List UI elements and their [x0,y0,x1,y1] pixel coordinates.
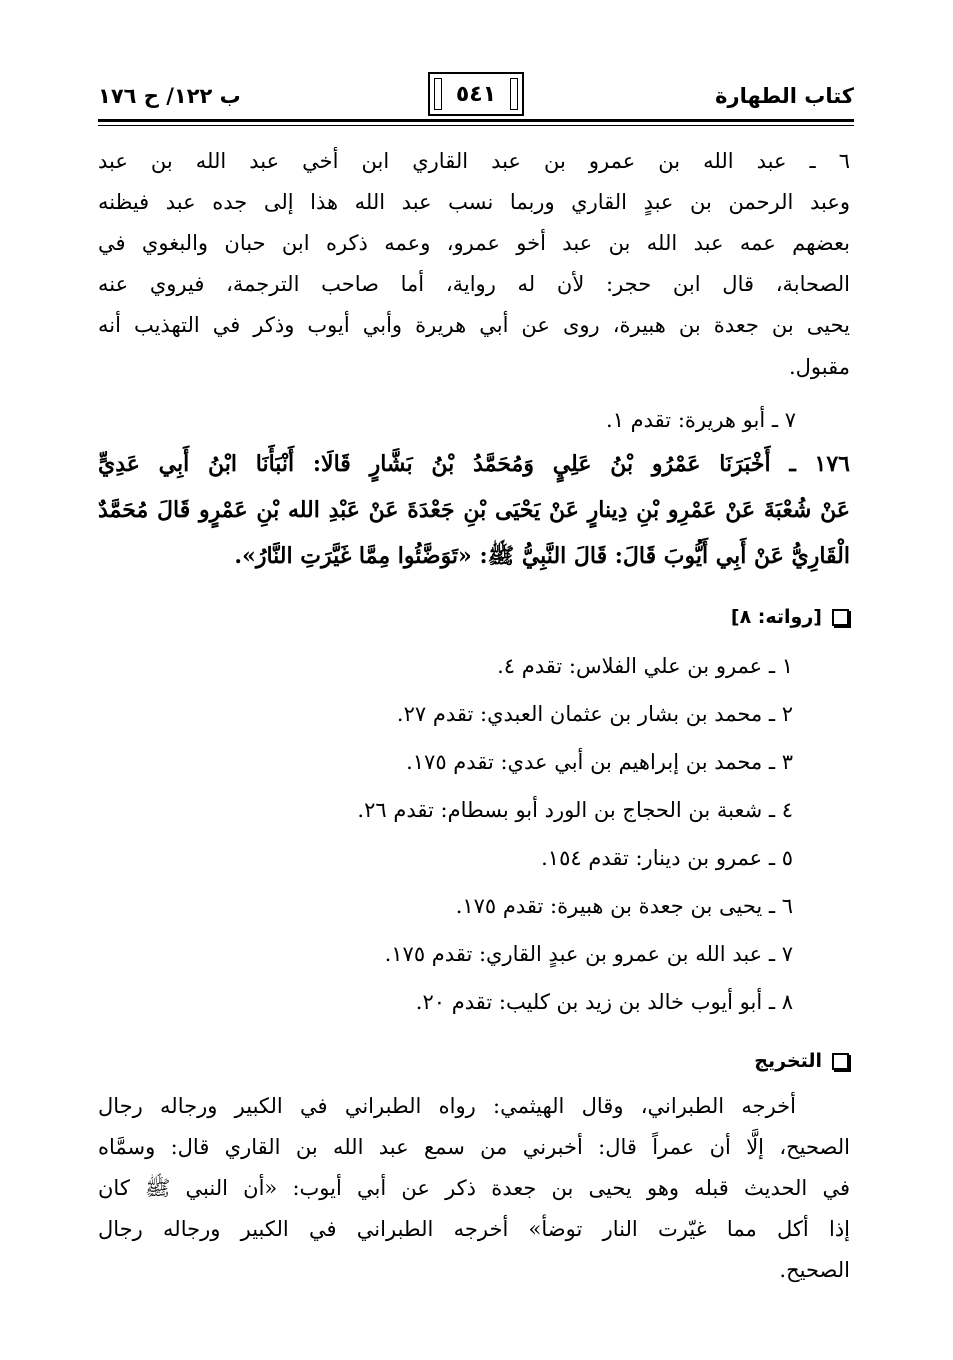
square-bullet-icon [832,1053,849,1070]
narrators-heading-text: [رواته: ٨] [730,606,822,628]
takhrij-heading [754,1050,849,1072]
narrator-item-8: ٨ ـ أبو أيوب خالد بن زيد بن كليب: تقدم ٢٠. [415,990,793,1014]
narrator-item-2: ٢ ـ محمد بن بشار بن عثمان العبدي: تقدم ٢٧. [396,702,793,726]
hadith-line-3: الْقَارِيُّ عَنْ أَبِي أَيُّوبَ قَالَ: قَالَ النَّبِيُّ ﷺ: «تَوَضَّئُوا مِمَّا غَيَّرَتِ النَّارُ». [234,543,850,569]
intro-line-5: يحيى بن جعدة بن هبيرة، روى عن أبي هريرة وأبي أيوب وذكر في التهذيب أنه [98,313,850,337]
page-number: ٥٤١ [455,81,497,107]
narrator-item-1: ١ ـ عمرو بن علي الفلاس: تقدم ٤. [497,654,793,678]
running-header [98,70,854,120]
page-number-frame [428,72,524,116]
narrator-item-4: ٤ ـ شعبة بن الحجاج بن الورد أبو بسطام: تقدم ٢٦. [357,798,793,822]
narrator-item-5: ٥ ـ عمرو بن دينار: تقدم ١٥٤. [541,846,793,870]
hadith-line-2: عَنْ شُعْبَةَ عَنْ عَمْرِو بْنِ دِينارٍ عَنْ يَحْيَى بْنِ جَعْدَةَ عَنْ عَبْدِ الله بْنِ عَمْرٍو قَالَ مُحَمَّدٌ [98,497,850,523]
takhrij-line-3: في الحديث قبله وهو يحيى بن جعدة ذكر عن أبي أيوب: «أن النبي ﷺ كان [98,1176,850,1200]
takhrij-heading-text: التخريج [754,1050,822,1072]
intro-line-6: مقبول. [789,355,850,379]
narrator-item-6: ٦ ـ يحيى بن جعدة بن هبيرة: تقدم ١٧٥. [455,894,793,918]
intro-line-2: وعبد الرحمن بن عبدٍ القاري وربما نسب عبد الله هذا إلى جده عبد فيظنه [98,190,850,214]
intro-line-1: ٦ ـ عبد الله بن عمرو بن عبد القاري ابن أخي عبد الله بن عبد [98,149,850,173]
chapter-reference: ب ١٢٢/ ح ١٧٦ [98,84,241,108]
takhrij-line-1: أخرجه الطبراني، وقال الهيثمي: رواه الطبراني في الكبير ورجاله رجال [98,1094,796,1118]
book-title: كتاب الطهارة [715,84,854,108]
intro-line-3: بعضهم عمه عبد الله بن عبد أخو عمرو، وعمه ذكره ابن حبان والبغوي في [98,231,850,255]
takhrij-line-4: إذا أكل مما غيّرت النار توضأ» أخرجه الطبراني في الكبير ورجاله رجال [98,1217,850,1241]
narrator-item-3: ٣ ـ محمد بن إبراهيم بن أبي عدي: تقدم ١٧٥. [406,750,793,774]
header-rule-thick [98,119,854,122]
item-7-abu-hurayra: ٧ ـ أبو هريرة: تقدم ١. [606,408,796,432]
takhrij-line-2: الصحيح، إلَّا أن عمراً قال: أخبرني من سمع عبد الله بن القاري قال: وسمَّاه [98,1135,850,1159]
hadith-line-1: ١٧٦ ـ أَخْبَرَنَا عَمْرُو بْنُ عَلِيٍ وَمُحَمَّدُ بْنُ بَشَّارٍ قَالَا: أَنْبَأَنَا ابْنُ أَبِي عَدِيٍّ [98,451,850,477]
narrator-item-7: ٧ ـ عبد الله بن عمرو بن عبدٍ القاري: تقدم ١٧٥. [384,942,793,966]
intro-line-4: الصحابة، قال ابن حجر: لأن له رواية، أما صاحب الترجمة، فيروي عنه [98,272,850,296]
takhrij-line-5: الصحيح. [779,1258,850,1282]
header-rule-thin [98,125,854,126]
narrators-heading [731,606,849,628]
square-bullet-icon [832,609,849,626]
